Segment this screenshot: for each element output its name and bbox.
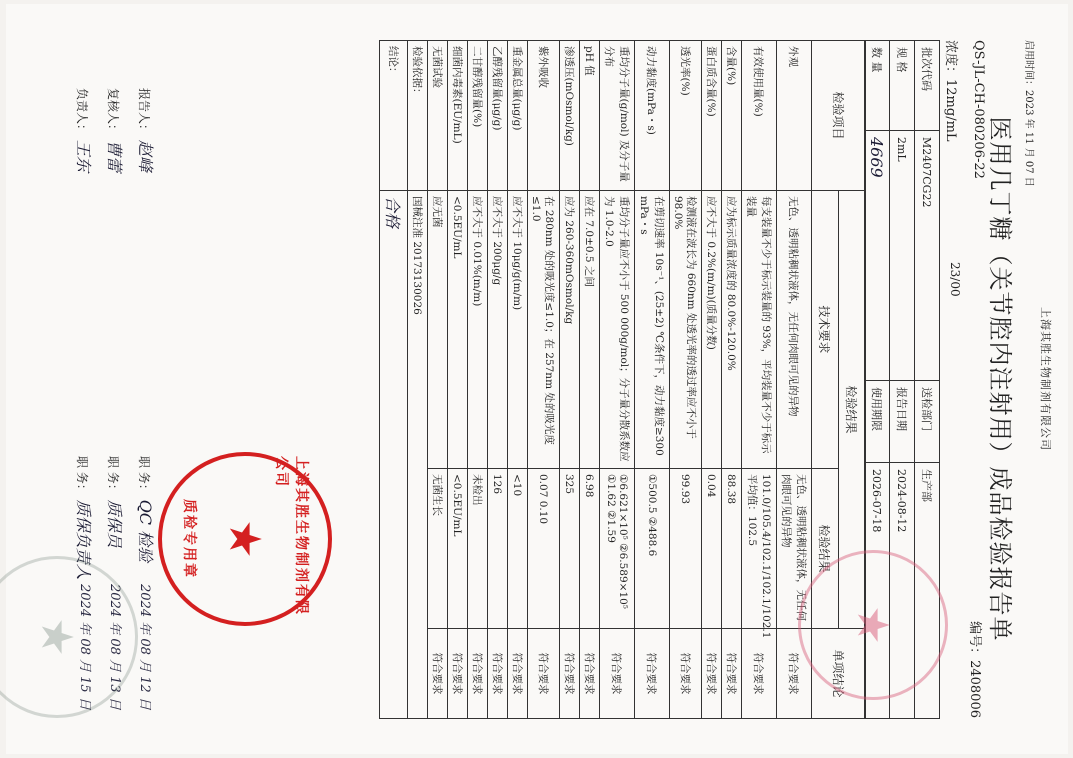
- owner-line: [67, 88, 98, 172]
- signatures-left: [67, 88, 160, 172]
- stamp-star-icon: ★: [31, 617, 82, 657]
- result-cell: 0.04: [701, 469, 721, 629]
- conclusion-label: 结论：: [379, 41, 407, 191]
- conclusion-cell: 符合要求: [721, 629, 741, 719]
- item-cell: pH 值: [579, 41, 599, 191]
- dept-label: 送检部门: [914, 381, 939, 463]
- conclusion-sign: 合格: [379, 191, 407, 719]
- basis-label: 检验依据：: [407, 41, 427, 191]
- item-cell: 蛋白质含量(%): [701, 41, 721, 191]
- tech-cell: 应不大于 10μg/g(m/m): [507, 191, 527, 469]
- conclusion-cell: 符合要求: [579, 629, 599, 719]
- doc-number: QS-JL-CH-080206-22: [970, 40, 986, 179]
- result-cell: <0.5EU/mL: [447, 469, 467, 629]
- result-cell: 101.0/105.4/102.1/102.1/102.1 平均值：102.5: [741, 469, 776, 629]
- result-cell: 无色、透明粘稠状液体，无任何肉眼可见的异物: [776, 469, 811, 629]
- conclusion-cell: 符合要求: [467, 629, 487, 719]
- tech-cell: 在 280nm 处的吸光度≤1.0；在 257nm 处的吸光度≤1.0: [527, 191, 559, 469]
- tech-cell: 在剪切速率 10s⁻¹、(25±2) ℃条件下，动力黏度≥300 mPa・s: [634, 191, 669, 469]
- reporter-title-label: 职 务：: [136, 456, 151, 496]
- report-date-value: 2024-08-12: [889, 463, 914, 719]
- tech-cell: 无色、透明粘稠状液体，无任何肉眼可见的异物: [776, 191, 811, 469]
- tech-cell: <0.5EU/mL: [447, 191, 467, 469]
- spec-value: 2mL: [889, 131, 914, 381]
- tech-cell: 重均分子量应不小于 500 000g/mol；分子量分散系数应为 1.0-2.0: [599, 191, 634, 469]
- owner-label: 负责人：: [74, 88, 89, 137]
- conclusion-cell: 符合要求: [427, 629, 447, 719]
- table-row: [721, 41, 741, 719]
- expiry-label: 使用期限: [864, 381, 889, 463]
- table-row: [599, 41, 634, 719]
- batch-value: M2407CG22: [914, 131, 939, 381]
- col-result-header: 检验结果: [811, 469, 838, 629]
- pink-faded-stamp: [798, 550, 948, 700]
- conclusion-cell: 符合要求: [634, 629, 669, 719]
- dept-value: 生产部: [914, 463, 939, 719]
- stamp-bottom-text: 质检专用章: [180, 499, 197, 579]
- reviewer-signature: 曹蕾: [104, 139, 124, 172]
- serial-number: [967, 621, 986, 718]
- owner-title-label: 职 务：: [74, 456, 89, 496]
- result-cell: <10: [507, 469, 527, 629]
- result-cell: 88.38: [721, 469, 741, 629]
- owner-signature: 王东: [73, 139, 93, 172]
- conclusion-cell: 符合要求: [776, 629, 811, 719]
- item-cell: 二甘醇残留量(%): [467, 41, 487, 191]
- result-cell: 未检出: [467, 469, 487, 629]
- serial-value: 2408006: [966, 660, 982, 718]
- conclusion-cell: 符合要求: [599, 629, 634, 719]
- reviewer-label: 复核人：: [105, 88, 120, 137]
- item-cell: 含量(%): [721, 41, 741, 191]
- table-row: [467, 41, 487, 719]
- enable-label: 启用时间：: [1022, 40, 1034, 90]
- item-cell: 重均分子量(g/mol) 及分子量分布: [599, 41, 634, 191]
- item-cell: 透光率(%): [669, 41, 701, 191]
- report-date-label: 报告日期: [889, 381, 914, 463]
- spec-label: 规 格: [889, 41, 914, 131]
- col-item-header: 检验项目: [811, 41, 865, 191]
- concentration: 浓度：12mg/mL: [942, 40, 958, 142]
- tech-cell: 应无菌: [427, 191, 447, 469]
- table-row: [559, 41, 579, 719]
- reviewer-line: [98, 88, 129, 172]
- conclusion-cell: 符合要求: [507, 629, 527, 719]
- col-results-header: 检验结果: [838, 191, 865, 629]
- reporter-line: [129, 88, 160, 172]
- conclusion-cell: 符合要求: [701, 629, 721, 719]
- page-reference: 23/00: [947, 262, 962, 297]
- basis-row: [407, 41, 427, 719]
- table-row: [741, 41, 776, 719]
- batch-label: 批次代码: [914, 41, 939, 131]
- result-cell: ①500.5 ②488.6: [634, 469, 669, 629]
- reporter-title-line: [129, 456, 160, 580]
- conclusion-cell: 符合要求: [527, 629, 559, 719]
- item-cell: 外观: [776, 41, 811, 191]
- table-row: [634, 41, 669, 719]
- col-tech-header: 技术要求: [811, 191, 838, 469]
- reviewer-title: 质保员: [104, 499, 124, 548]
- qty-value: 4669: [864, 131, 889, 381]
- table-row: [447, 41, 467, 719]
- reporter-label: 报告人：: [136, 88, 151, 137]
- qc-seal-stamp: [158, 452, 332, 626]
- date-3: 2024 年 08 月 15 日: [76, 584, 92, 710]
- table-row: [507, 41, 527, 719]
- table-row: [701, 41, 721, 719]
- stamp-star-icon: ★: [219, 519, 270, 559]
- item-cell: 渗透压(mOsmol/kg): [559, 41, 579, 191]
- result-cell: 6.98: [579, 469, 599, 629]
- owner-title: 质保负责人: [73, 499, 93, 580]
- result-cell: ①6.621×10⁵ ②6.589×10⁵ ①1.62 ②1.59: [599, 469, 634, 629]
- tech-cell: 应不大于 0.2%(m/m)(质量分数): [701, 191, 721, 469]
- conclusion-cell: 符合要求: [741, 629, 776, 719]
- results-table: [379, 40, 866, 719]
- tech-cell: 应在 7.0±0.5 之间: [579, 191, 599, 469]
- item-cell: 乙醇残留量(μg/g): [487, 41, 507, 191]
- tech-cell: 应不大于 200μg/g: [487, 191, 507, 469]
- item-cell: 有效使用量(%): [741, 41, 776, 191]
- tech-cell: 检测液在波长为 660nm 处透光率的透过率应不小于 98.0%: [669, 191, 701, 469]
- report-title: 医用几丁糖（关节腔内注射用）成品检验报告单: [985, 116, 1014, 642]
- enable-value: 2023 年 11 月 07 日: [1022, 90, 1034, 187]
- table-row: [669, 41, 701, 719]
- tech-cell: 每支装量不少于标示装量的 93%，平均装量不少于标示装量: [741, 191, 776, 469]
- result-cell: 无菌生长: [427, 469, 447, 629]
- date-2: 2024 年 08 月 13 日: [106, 584, 122, 710]
- item-cell: 紫外吸收: [527, 41, 559, 191]
- reviewer-title-line: [98, 456, 129, 580]
- col-conclusion-header: 单项结论: [811, 629, 865, 719]
- table-row: [579, 41, 599, 719]
- table-row: [427, 41, 447, 719]
- date-1: 2024 年 08 月 12 日: [136, 584, 152, 710]
- reviewer-title-label: 职 务：: [105, 456, 120, 496]
- result-cell: 126: [487, 469, 507, 629]
- item-cell: 重金属总量(μg/g): [507, 41, 527, 191]
- qty-label: 数 量: [864, 41, 889, 131]
- reporter-title: QC 检验: [135, 499, 155, 563]
- conclusion-row: [379, 41, 407, 719]
- conclusion-cell: 符合要求: [669, 629, 701, 719]
- stamp-star-icon: ★: [847, 605, 898, 645]
- result-cell: 99.93: [669, 469, 701, 629]
- conclusion-cell: 符合要求: [559, 629, 579, 719]
- enable-date: [1023, 40, 1038, 187]
- result-cell: 325: [559, 469, 579, 629]
- result-cell: 0.07 0.10: [527, 469, 559, 629]
- item-cell: 无菌试验: [427, 41, 447, 191]
- reporter-signature: 赵峰: [135, 139, 155, 172]
- table-row: [527, 41, 559, 719]
- expiry-value: 2026-07-18: [864, 463, 889, 719]
- serial-label: 编号：: [966, 621, 982, 661]
- tech-cell: 应为标示质量浓度的 80.0%-120.0%: [721, 191, 741, 469]
- results-body: [427, 41, 811, 719]
- conclusion-cell: 符合要求: [487, 629, 507, 719]
- tech-cell: 应为 260-360mOsmol/kg: [559, 191, 579, 469]
- basis-value: 国械注准 20173130026: [407, 191, 427, 719]
- stamp-company-text: 上海其胜生物制剂有限公司: [272, 456, 309, 616]
- tech-cell: 应不大于 0.01%(m/m): [467, 191, 487, 469]
- report-sheet: [6, 4, 1068, 754]
- item-cell: 细菌内毒素(EU/mL): [447, 41, 467, 191]
- conclusion-cell: 符合要求: [447, 629, 467, 719]
- item-cell: 动力黏度(mPa・s): [634, 41, 669, 191]
- company-name: 上海其胜生物制剂有限公司: [1038, 307, 1052, 451]
- table-row: [487, 41, 507, 719]
